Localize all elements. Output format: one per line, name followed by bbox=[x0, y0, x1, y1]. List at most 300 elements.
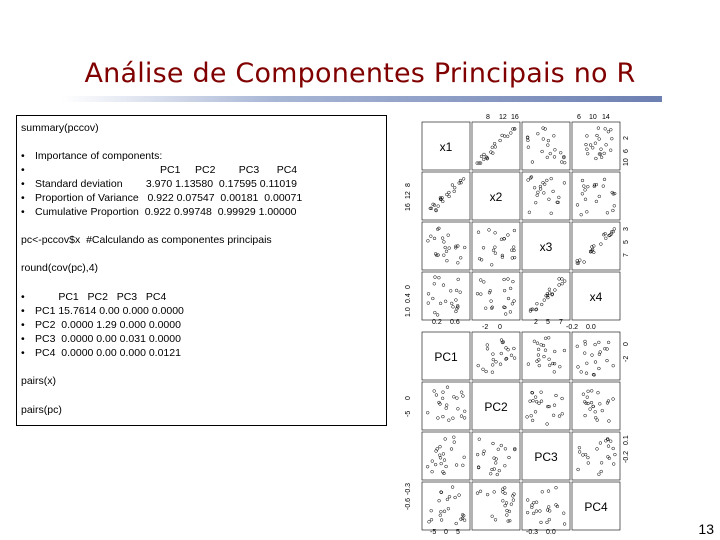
scatter-point bbox=[592, 405, 595, 408]
scatter-point bbox=[586, 185, 589, 188]
cov-row: PC1 15.7614 0.00 0.000 0.0000 bbox=[35, 305, 184, 317]
scatter-point bbox=[505, 502, 508, 505]
scatter-point bbox=[595, 200, 598, 203]
scatter-point bbox=[581, 179, 584, 182]
scatter-point bbox=[434, 463, 437, 466]
scatter-point bbox=[526, 416, 529, 419]
scatter-point bbox=[504, 313, 507, 316]
axis-tick: 0.4 bbox=[405, 293, 412, 303]
axis-tick: -5 bbox=[430, 529, 437, 535]
scatter-point bbox=[492, 353, 495, 356]
scatter-point bbox=[503, 289, 506, 292]
axis-tick: 16 bbox=[511, 114, 519, 121]
scatter-point bbox=[460, 415, 463, 418]
scatter-point bbox=[456, 261, 459, 264]
scatter-point bbox=[437, 205, 440, 208]
scatter-point bbox=[549, 152, 552, 155]
scatter-point bbox=[512, 280, 515, 283]
scatter-point bbox=[529, 400, 532, 403]
scatter-point bbox=[483, 450, 486, 453]
scatter-point bbox=[585, 143, 588, 146]
command-pairs-pc: pairs(pc) bbox=[21, 404, 62, 416]
scatter-point bbox=[554, 289, 557, 292]
scatter-point bbox=[486, 493, 489, 496]
scatter-point bbox=[547, 490, 550, 493]
scatter-point bbox=[431, 297, 434, 300]
scatter-point bbox=[605, 143, 608, 146]
scatter-point bbox=[598, 473, 601, 476]
scatter-point bbox=[612, 364, 615, 367]
scatter-point bbox=[482, 281, 485, 284]
scatter-point bbox=[459, 256, 462, 259]
scatter-point bbox=[563, 161, 566, 164]
axis-tick: 6 bbox=[577, 114, 581, 121]
scatter-point bbox=[438, 276, 441, 279]
scatter-point bbox=[577, 366, 580, 369]
scatter-point bbox=[610, 137, 613, 140]
bullet: • bbox=[21, 150, 25, 162]
axis-tick: 7 bbox=[559, 319, 563, 325]
scatter-point bbox=[553, 371, 556, 374]
scatter-point bbox=[586, 152, 589, 155]
axis-tick: 8 bbox=[405, 183, 412, 187]
cov-row: PC3 0.0000 0.00 0.031 0.0000 bbox=[35, 333, 181, 345]
scatter-point bbox=[536, 342, 539, 345]
bullet: • bbox=[21, 164, 25, 176]
scatter-point bbox=[494, 231, 497, 234]
scatter-point bbox=[513, 357, 516, 360]
axis-tick: 6 bbox=[623, 149, 630, 153]
scatter-point bbox=[500, 352, 503, 355]
scatter-point bbox=[597, 127, 600, 130]
scatter-point bbox=[449, 289, 452, 292]
bullet: • bbox=[21, 291, 25, 303]
axis-tick: 5 bbox=[456, 529, 460, 535]
scatter-point bbox=[584, 189, 587, 192]
scatter-point bbox=[583, 352, 586, 355]
scatter-point bbox=[489, 472, 492, 475]
scatter-point bbox=[446, 193, 449, 196]
scatter-point bbox=[499, 363, 502, 366]
scatter-point bbox=[548, 198, 551, 201]
scatter-point bbox=[485, 370, 488, 373]
variable-label: x4 bbox=[589, 290, 603, 304]
scatter-point bbox=[609, 149, 612, 152]
scatter-point bbox=[536, 302, 539, 305]
cov-header: PC1 PC2 PC3 PC4 bbox=[35, 291, 167, 303]
scatter-point bbox=[439, 445, 442, 448]
scatter-point bbox=[441, 200, 444, 203]
scatter-point bbox=[452, 436, 455, 439]
scatter-point bbox=[442, 284, 445, 287]
scatter-point bbox=[463, 456, 466, 459]
command-round: round(cov(pc),4) bbox=[21, 262, 99, 274]
axis-tick: -0.3 bbox=[526, 529, 539, 535]
pairs-panel bbox=[422, 172, 470, 220]
axis-tick: 0.6 bbox=[450, 319, 460, 325]
scatter-point bbox=[444, 438, 447, 441]
scatter-point bbox=[552, 134, 555, 137]
axis-tick: 2 bbox=[623, 136, 630, 140]
scatter-point bbox=[456, 245, 459, 248]
scatter-point bbox=[444, 300, 447, 303]
scatter-point bbox=[537, 348, 540, 351]
scatter-point bbox=[601, 409, 604, 412]
scatter-point bbox=[477, 231, 480, 234]
scatter-point bbox=[491, 371, 494, 374]
scatter-point bbox=[540, 400, 543, 403]
scatter-point bbox=[541, 490, 544, 493]
scatter-point bbox=[596, 419, 599, 422]
scatter-point bbox=[531, 161, 534, 164]
scatter-point bbox=[582, 454, 585, 457]
scatter-point bbox=[585, 372, 588, 375]
scatter-point bbox=[507, 234, 510, 237]
scatter-point bbox=[561, 278, 564, 281]
scatter-point bbox=[452, 305, 455, 308]
pairs-panel bbox=[472, 482, 520, 530]
variable-label: PC4 bbox=[584, 500, 608, 514]
axis-tick: 8 bbox=[486, 114, 490, 121]
axis-tick: 0.0 bbox=[586, 324, 596, 331]
scatter-point bbox=[550, 212, 553, 215]
scatter-point bbox=[456, 397, 459, 400]
scatter-point bbox=[455, 289, 458, 292]
bullet: • bbox=[21, 305, 25, 317]
scatter-point bbox=[443, 510, 446, 513]
scatter-point bbox=[439, 456, 442, 459]
scatter-point bbox=[494, 246, 497, 249]
scatter-point bbox=[429, 235, 432, 238]
scatter-point bbox=[612, 463, 615, 466]
scatter-point bbox=[499, 139, 502, 142]
scatter-point bbox=[612, 209, 615, 212]
scatter-point bbox=[448, 495, 451, 498]
scatter-point bbox=[482, 453, 485, 456]
scatter-point bbox=[455, 310, 458, 313]
scatter-point bbox=[447, 419, 450, 422]
scatter-point bbox=[462, 178, 465, 181]
scatter-point bbox=[513, 347, 516, 350]
scatter-point bbox=[543, 183, 546, 186]
scatter-point bbox=[494, 252, 497, 255]
axis-tick: -2 bbox=[623, 355, 630, 362]
scatter-point bbox=[497, 448, 500, 451]
pairs-panel bbox=[422, 382, 470, 430]
pairs-panel bbox=[472, 432, 520, 480]
variable-label: x2 bbox=[489, 190, 503, 204]
scatter-point bbox=[433, 237, 436, 240]
scatter-point bbox=[561, 397, 564, 400]
axis-tick: 0 bbox=[623, 342, 630, 346]
scatter-point bbox=[603, 152, 606, 155]
scatter-point bbox=[483, 153, 486, 156]
pairs-panel bbox=[522, 332, 570, 380]
scatter-point bbox=[491, 364, 494, 367]
scatter-point bbox=[559, 151, 562, 154]
scatter-point bbox=[539, 510, 542, 513]
command-summary: summary(pccov) bbox=[21, 122, 99, 134]
axis-tick: 12 bbox=[499, 114, 507, 121]
scatter-point bbox=[550, 177, 553, 180]
scatter-point bbox=[537, 191, 540, 194]
axis-tick: 0.2 bbox=[432, 319, 442, 325]
scatter-point bbox=[609, 440, 612, 443]
scatter-point bbox=[504, 447, 507, 450]
scatter-point bbox=[494, 146, 497, 149]
axis-tick: -0.6 bbox=[405, 497, 412, 510]
scatter-point bbox=[552, 190, 555, 193]
scatter-point bbox=[542, 192, 545, 195]
scatter-point bbox=[560, 161, 563, 164]
pairs-panel bbox=[472, 272, 520, 320]
axis-tick: 0 bbox=[498, 324, 502, 331]
scatter-point bbox=[482, 368, 485, 371]
scatter-point bbox=[482, 158, 485, 161]
scatter-point bbox=[445, 250, 448, 253]
axis-tick: 14 bbox=[602, 114, 610, 121]
scatter-point bbox=[583, 261, 586, 264]
scatter-point bbox=[535, 400, 538, 403]
scatter-point bbox=[511, 302, 514, 305]
scatter-point bbox=[446, 498, 449, 501]
scatter-point bbox=[584, 198, 587, 201]
scatter-point bbox=[606, 359, 609, 362]
scatter-point bbox=[543, 299, 546, 302]
scatter-point bbox=[540, 391, 543, 394]
scatter-point bbox=[557, 196, 560, 199]
scatter-point bbox=[586, 396, 589, 399]
pairs-plot-pc bbox=[400, 320, 640, 535]
scatter-point bbox=[512, 246, 515, 249]
scatter-point bbox=[587, 456, 590, 459]
scatter-point bbox=[478, 438, 481, 441]
scatter-point bbox=[431, 470, 434, 473]
scatter-point bbox=[576, 204, 579, 207]
scatter-point bbox=[507, 348, 510, 351]
axis-tick: 7 bbox=[623, 253, 630, 257]
scatter-point bbox=[506, 135, 509, 138]
scatter-point bbox=[602, 185, 605, 188]
scatter-point bbox=[558, 365, 561, 368]
scatter-point bbox=[438, 499, 441, 502]
scatter-point bbox=[585, 210, 588, 213]
bullet: • bbox=[21, 333, 25, 345]
scatter-point bbox=[476, 453, 479, 456]
scatter-point bbox=[451, 184, 454, 187]
scatter-point bbox=[547, 506, 550, 509]
scatter-point bbox=[546, 156, 549, 159]
variable-label: PC2 bbox=[484, 400, 508, 414]
scatter-point bbox=[486, 344, 489, 347]
axis-tick: 0 bbox=[405, 285, 412, 289]
scatter-point bbox=[463, 417, 466, 420]
scatter-point bbox=[534, 396, 537, 399]
scatter-point bbox=[594, 410, 597, 413]
command-pairs-x: pairs(x) bbox=[21, 375, 57, 387]
scatter-point bbox=[493, 491, 496, 494]
scatter-point bbox=[590, 401, 593, 404]
scatter-point bbox=[598, 367, 601, 370]
importance-row: Standard deviation 3.970 1.13580 0.17595 0.11019 bbox=[35, 178, 297, 190]
axis-tick: 0 bbox=[444, 529, 448, 535]
scatter-point bbox=[531, 419, 534, 422]
scatter-point bbox=[435, 394, 438, 397]
scatter-point bbox=[484, 307, 487, 310]
scatter-point bbox=[585, 362, 588, 365]
scatter-point bbox=[441, 397, 444, 400]
scatter-point bbox=[442, 391, 445, 394]
scatter-point bbox=[558, 278, 561, 281]
scatter-point bbox=[535, 510, 538, 513]
axis-tick: 16 bbox=[405, 203, 412, 211]
scatter-point bbox=[433, 282, 436, 285]
scatter-point bbox=[430, 518, 433, 521]
scatter-point bbox=[554, 148, 557, 151]
scatter-point bbox=[504, 492, 507, 495]
scatter-point bbox=[442, 453, 445, 456]
axis-tick: -5 bbox=[405, 410, 412, 417]
scatter-point bbox=[584, 453, 587, 456]
scatter-point bbox=[479, 279, 482, 282]
scatter-point bbox=[596, 448, 599, 451]
scatter-point bbox=[501, 341, 504, 344]
scatter-point bbox=[596, 134, 599, 137]
scatter-point bbox=[510, 503, 513, 506]
scatter-point bbox=[598, 138, 601, 141]
bullet: • bbox=[21, 192, 25, 204]
scatter-point bbox=[587, 462, 590, 465]
axis-tick: 5 bbox=[623, 240, 630, 244]
scatter-point bbox=[453, 186, 456, 189]
scatter-point bbox=[457, 278, 460, 281]
scatter-point bbox=[455, 522, 458, 525]
scatter-point bbox=[612, 447, 615, 450]
scatter-point bbox=[607, 341, 610, 344]
pairs-panel bbox=[422, 482, 470, 530]
scatter-point bbox=[542, 181, 545, 184]
scatter-point bbox=[450, 302, 453, 305]
scatter-point bbox=[527, 363, 530, 366]
scatter-point bbox=[528, 211, 531, 214]
scatter-point bbox=[532, 399, 535, 402]
scatter-point bbox=[532, 512, 535, 515]
scatter-point bbox=[501, 256, 504, 259]
scatter-point bbox=[594, 142, 597, 145]
scatter-point bbox=[495, 360, 498, 363]
axis-tick: 3 bbox=[623, 227, 630, 231]
pairs-panel bbox=[422, 272, 470, 320]
scatter-point bbox=[578, 446, 581, 449]
scatter-point bbox=[589, 144, 592, 147]
title-underline bbox=[62, 96, 662, 102]
scatter-point bbox=[607, 445, 610, 448]
scatter-point bbox=[498, 469, 501, 472]
scatter-point bbox=[458, 494, 461, 497]
pairs-panel bbox=[572, 432, 620, 480]
scatter-point bbox=[513, 300, 516, 303]
scatter-point bbox=[580, 371, 583, 374]
scatter-point bbox=[547, 139, 550, 142]
scatter-point bbox=[533, 340, 536, 343]
scatter-point bbox=[563, 182, 566, 185]
scatter-point bbox=[600, 243, 603, 246]
scatter-point bbox=[479, 293, 482, 296]
scatter-point bbox=[540, 303, 543, 306]
scatter-point bbox=[604, 127, 607, 130]
axis-tick: 0.1 bbox=[623, 435, 630, 445]
scatter-point bbox=[563, 349, 566, 352]
scatter-point bbox=[613, 204, 616, 207]
axis-tick: -0.2 bbox=[623, 450, 630, 463]
scatter-point bbox=[447, 507, 450, 510]
pairs-panel bbox=[522, 482, 570, 530]
scatter-point bbox=[445, 407, 448, 410]
scatter-point bbox=[535, 501, 538, 504]
axis-tick: 12 bbox=[405, 191, 412, 199]
scatter-point bbox=[555, 394, 558, 397]
scatter-point bbox=[451, 486, 454, 489]
scatter-point bbox=[427, 292, 430, 295]
scatter-point bbox=[434, 276, 437, 279]
scatter-point bbox=[428, 520, 431, 523]
scatter-point bbox=[586, 148, 589, 151]
scatter-point bbox=[490, 300, 493, 303]
pairs-panel bbox=[572, 332, 620, 380]
scatter-point bbox=[439, 302, 442, 305]
scatter-point bbox=[444, 246, 447, 249]
axis-tick: 0.0 bbox=[546, 529, 556, 535]
scatter-point bbox=[576, 345, 579, 348]
scatter-point bbox=[595, 157, 598, 160]
scatter-point bbox=[541, 150, 544, 153]
scatter-point bbox=[534, 201, 537, 204]
scatter-point bbox=[527, 179, 530, 182]
scatter-point bbox=[436, 314, 439, 317]
scatter-point bbox=[500, 444, 503, 447]
scatter-point bbox=[510, 354, 513, 357]
variable-label: PC3 bbox=[534, 450, 558, 464]
scatter-point bbox=[527, 146, 530, 149]
scatter-point bbox=[443, 459, 446, 462]
scatter-point bbox=[445, 465, 448, 468]
scatter-point bbox=[437, 417, 440, 420]
scatter-point bbox=[507, 297, 510, 300]
scatter-point bbox=[503, 464, 506, 467]
scatter-point bbox=[614, 453, 617, 456]
scatter-point bbox=[430, 509, 433, 512]
scatter-point bbox=[553, 404, 556, 407]
pairs-panel bbox=[422, 432, 470, 480]
scatter-point bbox=[526, 499, 529, 502]
scatter-point bbox=[477, 364, 480, 367]
bullet: • bbox=[21, 319, 25, 331]
scatter-point bbox=[482, 246, 485, 249]
axis-tick: 10 bbox=[623, 158, 630, 166]
scatter-point bbox=[597, 391, 600, 394]
scatter-point bbox=[537, 354, 540, 357]
pairs-panel bbox=[572, 382, 620, 430]
bullet: • bbox=[21, 178, 25, 190]
axis-tick: -0.2 bbox=[566, 324, 579, 331]
scatter-point bbox=[578, 451, 581, 454]
scatter-point bbox=[547, 296, 550, 299]
axis-tick: 2 bbox=[534, 319, 538, 325]
scatter-point bbox=[508, 456, 511, 459]
scatter-point bbox=[546, 144, 549, 147]
variable-label: PC1 bbox=[434, 350, 458, 364]
scatter-point bbox=[530, 414, 533, 417]
